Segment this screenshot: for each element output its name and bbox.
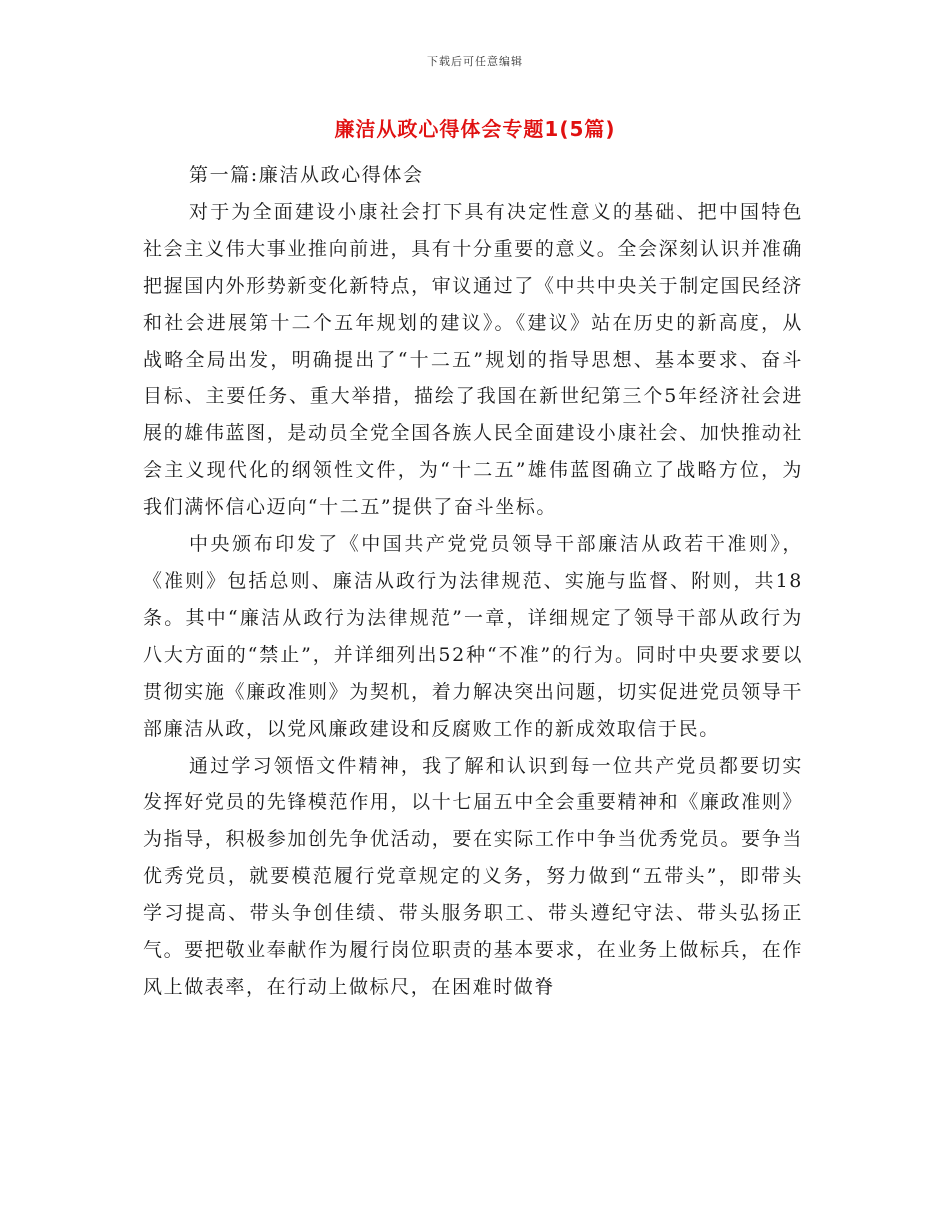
section-heading: 第一篇:廉洁从政心得体会 (189, 164, 424, 186)
document-title: 廉洁从政心得体会专题1(5篇) (334, 117, 616, 141)
header-note: 下载后可任意编辑 (427, 55, 523, 68)
document-body (143, 157, 803, 1006)
paragraph: 对于为全面建设小康社会打下具有决定性意义的基础、把中国特色社会主义伟大事业推向前进，具有十分重要的意义。全会深刻认识并准确把握国内外形势新变化新特点，审议通过了《中共中央关于制定国民经济和社会进展第十二个五年规划的建议》。《建议》站在历史的新高度，从战略全局出发，明确提出了“十二五”规划的指导思想、基本要求、奋斗目标、主要任务、重大举措，描绘了我国在新世纪第三个5年经济社会进展的雄伟蓝图，是动员全党全国各族人民全面建设小康社会、加快推动社会主义现代化的纲领性文件，为“十二五”雄伟蓝图确立了战略方位，为我们满怀信心迈向“十二五”提供了奋斗坐标。 (143, 200, 803, 519)
paragraph: 通过学习领悟文件精神，我了解和认识到每一位共产党员都要切实发挥好党员的先锋模范作用，以十七届五中全会重要精神和《廉政准则》为指导，积极参加创先争优活动，要在实际工作中争当优秀党员。要争当优秀党员，就要模范履行党章规定的义务，努力做到“五带头”，即带头学习提高、带头争创佳绩、带头服务职工、带头遵纪守法、带头弘扬正气。要把敬业奉献作为履行岗位职责的基本要求，在业务上做标兵，在作风上做表率，在行动上做标尺，在困难时做脊 (143, 754, 803, 998)
paragraph: 中央颁布印发了《中国共产党党员领导干部廉洁从政若干准则》，《准则》包括总则、廉洁从政行为法律规范、实施与监督、附则，共18条。其中“廉洁从政行为法律规范”一章，详细规定了领导干部从政行为八大方面的“禁止”，并详细列出52种“不准”的行为。同时中央要求要以贯彻实施《廉政准则》为契机，着力解决突出问题，切实促进党员领导干部廉洁从政，以党风廉政建设和反腐败工作的新成效取信于民。 (143, 533, 803, 740)
